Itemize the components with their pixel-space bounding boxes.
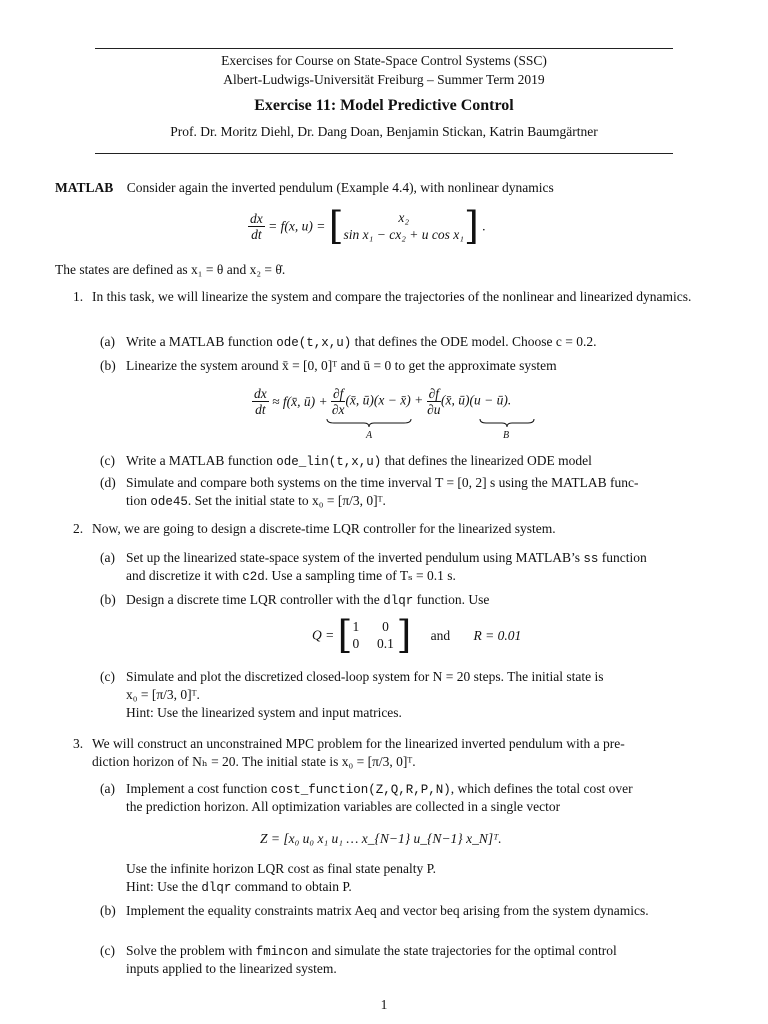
code-cost-function: cost_function(Z,Q,R,P,N)	[270, 783, 451, 797]
task1b-text: Linearize the system around x̄ = [0, 0]ᵀ and ū = 0 to get the approximate system	[126, 358, 557, 373]
task2c-line1: Simulate and plot the discretized closed-loop system for N = 20 steps. The initial state is	[126, 669, 604, 684]
task1d-label: (d)	[100, 475, 116, 490]
task2a-label: (a)	[100, 550, 115, 565]
task3-line1: We will construct an unconstrained MPC problem for the linearized inverted pendulum with a pre-	[92, 736, 625, 751]
task2c-label: (c)	[100, 669, 115, 684]
code-ss: ss	[583, 552, 599, 566]
dynamics-mid: = f(x, u) =	[268, 218, 326, 234]
states-definition: The states are defined as x₁ = θ and x₂ = θ̇.	[55, 262, 286, 277]
task2b-text: Design a discrete time LQR controller with the dlqr function. Use	[126, 592, 490, 608]
task1d-line2: tion ode45. Set the initial state to x₀ = [π/3, 0]ᵀ.	[126, 493, 386, 509]
jacobian-A: $\frac{\partial f}{\partial x}$ (x̄, ū)(x − x̄) +	[331, 386, 424, 417]
task2-number: 2.	[73, 521, 84, 536]
linearization-equation: $\frac{dx}{dt}$ ≈ f(x̄, ū) + $\frac{\partial f}{\partial x}$ (x̄, ū)(x − x̄) + $\frac{\partial f}{\partial u}$ (x̄, ū)(u − ū).	[254, 386, 512, 417]
label-B: B	[503, 430, 510, 441]
exercise-title: Exercise 11: Model Predictive Control	[254, 97, 514, 114]
dynamics-row1: x₂	[398, 210, 410, 225]
task2c-hint: Hint: Use the linearized system and input matrices.	[126, 705, 402, 720]
task3a-line1: Implement a cost function cost_function(Z,Q,R,P,N), which defines the total cost over	[126, 781, 633, 797]
code-dlqr: dlqr	[383, 594, 414, 608]
task2c-line2: x₀ = [π/3, 0]ᵀ.	[126, 687, 200, 702]
dynamics-equation: $\frac{dx}{dt}$ = f(x, u) = [ x₂ sin x₁ − cx₂ + u cos x₁ ] .	[250, 204, 486, 248]
task1d-line1: Simulate and compare both systems on the time inverval T = [0, 2] s using the MATLAB func-	[126, 475, 639, 490]
task3a-label: (a)	[100, 781, 115, 796]
task3-line2: diction horizon of Nₕ = 20. The initial state is x₀ = [π/3, 0]ᵀ.	[92, 754, 416, 769]
z-vector-equation: Z = [x₀ u₀ x₁ u₁ … x_{N−1} u_{N−1} x_N]ᵀ.	[260, 831, 502, 846]
q-matrix: 1 0 0 0.1	[352, 619, 394, 651]
task3-number: 3.	[73, 736, 84, 751]
task1a-text: Write a MATLAB function ode(t,x,u) that defines the ODE model. Choose c = 0.2.	[126, 334, 597, 350]
task3c-line1: Solve the problem with fmincon and simulate the state trajectories for the optimal control	[126, 943, 617, 959]
task1-text: In this task, we will linearize the system and compare the trajectories of the nonlinear and linearized dynamics.	[92, 289, 692, 304]
task1c-text: Write a MATLAB function ode_lin(t,x,u) that defines the linearized ODE model	[126, 453, 592, 469]
bottom-rule	[95, 153, 673, 154]
task3b-label: (b)	[100, 903, 116, 918]
task2b-label: (b)	[100, 592, 116, 607]
code-ode-lin: ode_lin(t,x,u)	[276, 455, 382, 469]
authors-line: Prof. Dr. Moritz Diehl, Dr. Dang Doan, Benjamin Stickan, Katrin Baumgärtner	[170, 124, 598, 139]
dynamics-row2: sin x₁ − cx₂ + u cos x₁	[343, 227, 464, 242]
task2a-line2: and discretize it with c2d. Use a sampling time of Tₛ = 0.1 s.	[126, 568, 456, 584]
task2-text: Now, we are going to design a discrete-time LQR controller for the linearized system.	[92, 521, 556, 536]
code-dlqr-hint: dlqr	[201, 881, 232, 895]
task1-number: 1.	[73, 289, 84, 304]
task3a-line2: the prediction horizon. All optimization variables are collected in a single vector	[126, 799, 561, 814]
task3c-label: (c)	[100, 943, 115, 958]
dynamics-vector	[344, 209, 464, 243]
weights-equation: Q = [ 1 0 0 0.1 ] and R = 0.01	[312, 613, 522, 657]
task1c-label: (c)	[100, 453, 115, 468]
intro-text: Consider again the inverted pendulum (Example 4.4), with nonlinear dynamics	[126, 180, 554, 195]
task2a-line1: Set up the linearized state-space system of the inverted pendulum using MATLAB’s ss function	[126, 550, 647, 566]
label-A: A	[366, 430, 373, 441]
task3a-line3: Use the infinite horizon LQR cost as final state penalty P.	[126, 861, 437, 876]
task3c-line2: inputs applied to the linearized system.	[126, 961, 337, 976]
task3a-hint: Hint: Use the dlqr command to obtain P.	[126, 879, 352, 895]
task1b-label: (b)	[100, 358, 116, 373]
course-line: Exercises for Course on State-Space Control Systems (SSC)	[221, 53, 547, 68]
intro-paragraph	[55, 179, 554, 196]
top-rule	[95, 48, 673, 49]
jacobian-B: $\frac{\partial f}{\partial u}$ (x̄, ū)(u − ū).	[427, 386, 512, 417]
code-c2d: c2d	[242, 570, 265, 584]
task3b-text: Implement the equality constraints matrix Aeq and vector beq arising from the system dynamics.	[126, 903, 649, 918]
code-fmincon: fmincon	[255, 945, 309, 959]
dxdt-fraction: $\frac{dx}{dt}$	[250, 210, 263, 242]
code-ode: ode(t,x,u)	[276, 336, 352, 350]
task1a-label: (a)	[100, 334, 115, 349]
page-number: 1	[380, 997, 388, 1012]
university-line: Albert-Ludwigs-Universität Freiburg – Summer Term 2019	[223, 72, 545, 87]
code-ode45: ode45	[150, 495, 188, 509]
matlab-label: MATLAB	[55, 180, 114, 195]
